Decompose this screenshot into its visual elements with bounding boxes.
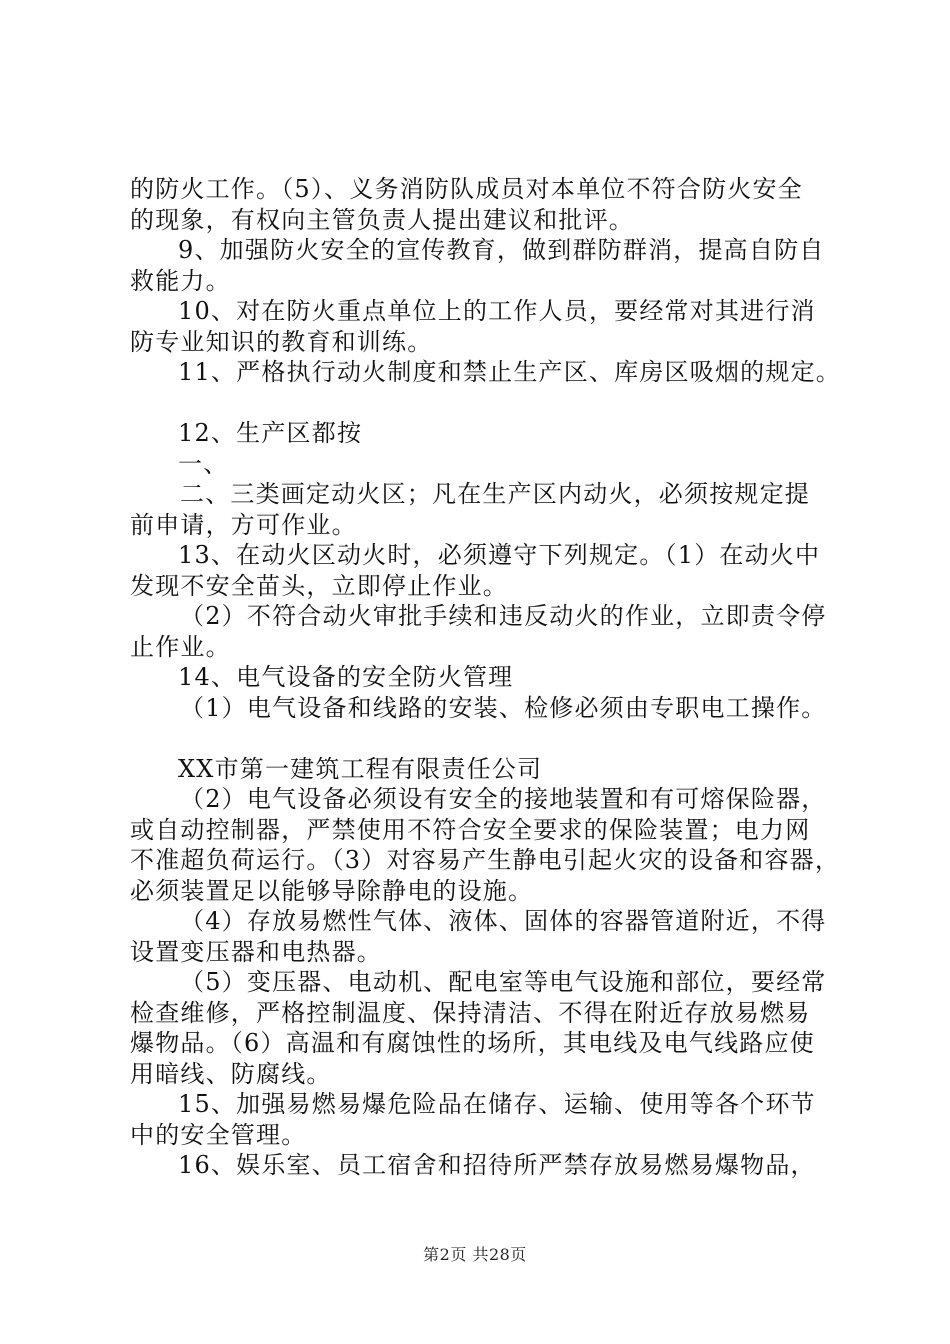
blank-line [130,388,835,419]
text-line: 或自动控制器，严禁使用不符合安全要求的保险装置；电力网 [130,815,811,844]
document-body [130,174,841,1181]
text-line: （1）电气设备和线路的安装、检修必须由专职电工操作。 [180,693,827,722]
text-line: 设置变压器和电热器。 [130,937,382,966]
text-line: 二、三类画定动火区；凡在生产区内动火，必须按规定提 [180,480,810,508]
text-line: 必须装置足以能够导除静电的设施。 [130,876,534,905]
company-name: XX市第一建筑工程有限责任公司 [178,754,543,783]
text-line: 13、在动火区动火时，必须遵守下列规定。（1）在动火中 [178,541,821,569]
text-line: （5）变压器、电动机、配电室等电气设施和部位，要经常 [180,968,827,996]
text-line: 检查维修，严格控制温度、保持清洁、不得在附近存放易燃易 [130,998,811,1027]
text-line: 一、 [178,449,229,478]
text-line: 止作业。 [130,632,231,661]
text-line: 10、对在防火重点单位上的工作人员，要经常对其进行消 [178,297,816,325]
text-line: 的防火工作。（5）、义务消防队成员对本单位不符合防火安全 [130,175,803,203]
text-line: （4）存放易燃性气体、液体、固体的容器管道附近，不得 [180,907,827,935]
text-line: 爆物品。（6）高温和有腐蚀性的场所，其电线及电气线路应使 [130,1029,815,1057]
text-line: 中的安全管理。 [130,1120,307,1149]
blank-line [130,723,835,754]
text-line: 救能力。 [130,266,231,295]
text-line: 9、加强防火安全的宣传教育，做到群防群消，提高自防自 [178,236,825,264]
text-line: 的现象，有权向主管负责人提出建议和批评。 [130,205,634,234]
text-line: 15、加强易燃易爆危险品在储存、运输、使用等各个环节 [178,1090,816,1118]
text-line: 12、生产区都按 [178,419,363,447]
text-line: （2）不符合动火审批手续和违反动火的作业，立即责令停 [180,602,827,630]
page-number-footer: 第2页 共28页 [423,1245,527,1264]
text-line: （2）电气设备必须设有安全的接地装置和有可熔保险器， [180,785,827,813]
text-line: 11、严格执行动火制度和禁止生产区、库房区吸烟的规定。 [178,358,841,386]
text-line: 不准超负荷运行。（3）对容易产生静电引起火灾的设备和容器， [130,846,841,874]
text-line: 发现不安全苗头，立即停止作业。 [130,571,508,600]
text-line: 14、电气设备的安全防火管理 [178,663,514,691]
text-line: 用暗线、防腐线。 [130,1059,332,1088]
text-line: 16、娱乐室、员工宿舍和招待所严禁存放易燃易爆物品， [178,1151,816,1179]
text-line: 前申请，方可作业。 [130,510,357,539]
text-line: 防专业知识的教育和训练。 [130,327,433,356]
